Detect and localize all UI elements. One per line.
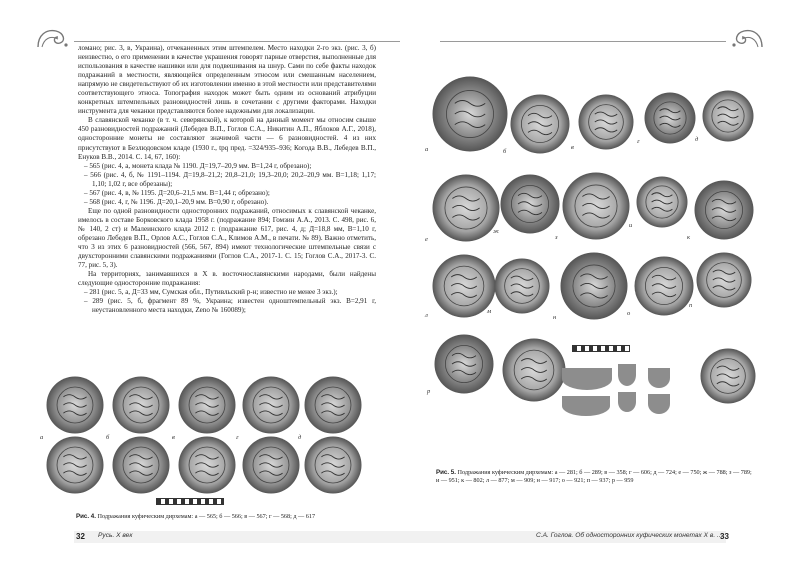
caption-label: Рис. 4. bbox=[76, 513, 96, 520]
coin-fragment-image bbox=[562, 396, 610, 416]
coin-fragment-image bbox=[648, 394, 670, 414]
coin-label: г bbox=[637, 138, 640, 145]
coin-label: д bbox=[695, 136, 699, 143]
running-head: С.А. Гоглов. Об односторонних куфических монетах X в. ... bbox=[536, 532, 723, 539]
list-item: – 566 (рис. 4, б, № 1191–1194. Д=19,8–21,2; 20,8–21,0; 19,3–20,0; 20,2–20,9 мм. В=1,18; 1,17; 1,10; 1,02 г, все обрезаны); bbox=[84, 170, 376, 188]
right-page bbox=[400, 0, 800, 579]
page-number: 33 bbox=[720, 532, 729, 541]
scale-bar bbox=[572, 345, 630, 352]
coin-image bbox=[562, 172, 633, 240]
coin-image bbox=[694, 180, 754, 240]
coin-fragment-image bbox=[618, 364, 636, 386]
coin-image bbox=[432, 76, 508, 152]
figure-4-caption bbox=[76, 513, 376, 521]
coin-label: и bbox=[629, 222, 633, 229]
paragraph: В славянской чеканке (в т. ч. северянской), к которой на данный момент мы относим свыше 450 разновидностей подражаний (Лебедев В.П., Гоглов С.А., Никитин А.П., Яблоков А.Г., 2018), односторонние монеты не составляют значимой части — 6 разновидностей. 4 из них присутствуют в Безлюдовском кладе (1930 г., tpq пред. =324/935–936; Когода В.В., Лебедев В.П., Енуков В.В., 2014. С. 14, 67, 160): bbox=[78, 116, 376, 161]
coin-label: ж bbox=[493, 228, 500, 235]
coin-label: в bbox=[172, 434, 175, 441]
coin-image bbox=[578, 94, 634, 150]
coin-fragment-image bbox=[562, 368, 612, 390]
coin-image bbox=[634, 256, 694, 316]
list-item: – 281 (рис. 5, а, Д=33 мм, Сумская обл., Путивльский р-н; известно не менее 3 экз.); bbox=[84, 288, 338, 297]
list-item: – 289 (рис. 5, б, фрагмент 89 %, Украина; известен одноштемпельный экз. В=2,91 г, неустановленного места находки, Zeno № 160089); bbox=[84, 297, 376, 315]
coin-label: о bbox=[627, 310, 631, 317]
list-item: – 565 (рис. 4, а, монета клада № 1190. Д=19,7–20,9 мм. В=1,24 г, обрезано); bbox=[84, 161, 312, 170]
coin-image bbox=[242, 376, 300, 434]
coin-label: г bbox=[236, 434, 239, 441]
coin-image bbox=[304, 376, 362, 434]
running-head: Русь. X век bbox=[98, 532, 133, 539]
left-body-text bbox=[78, 44, 376, 315]
coin-image bbox=[434, 334, 494, 394]
figure-5-coins bbox=[425, 76, 762, 451]
list-item: – 567 (рис. 4, в, № 1195. Д=20,6–21,5 мм. В=1,44 г, обрезано); bbox=[84, 188, 270, 197]
caption-label: Рис. 5. bbox=[436, 469, 456, 476]
coin-label: л bbox=[425, 312, 428, 319]
list-item: – 568 (рис. 4, г, № 1196. Д=20,1–20,9 мм. В=0,90 г, обрезано). bbox=[84, 197, 269, 206]
figure-5-caption bbox=[436, 469, 756, 485]
coin-image bbox=[700, 348, 756, 404]
coin-image bbox=[696, 252, 752, 308]
coin-image bbox=[500, 174, 560, 234]
coin-image bbox=[502, 338, 566, 402]
coin-image bbox=[46, 436, 104, 494]
coin-image bbox=[636, 176, 688, 228]
coin-fragment-image bbox=[618, 392, 636, 412]
coin-label: а bbox=[425, 146, 429, 153]
coin-label: д bbox=[298, 434, 302, 441]
coin-label: п bbox=[689, 302, 693, 309]
coin-image bbox=[112, 436, 170, 494]
scale-bar bbox=[156, 498, 224, 505]
coin-image bbox=[304, 436, 362, 494]
coin-image bbox=[510, 94, 570, 154]
coin-label: м bbox=[487, 308, 492, 315]
coin-label: в bbox=[571, 144, 574, 151]
coin-label: р bbox=[427, 388, 431, 395]
paragraph: Еще по одной разновидности односторонних подражаний, относимых к славянской чеканке, имелось в составе Борковского клада 1958 г. (подражание 894; Гомзин А.А., 2013. С. 498, рис. 6, № 140, 2 ст) и Малеинского клада 2012 г. (подражание 617, рис. 4, д; Д=18,8 мм, В=1,10 г, обрезано Лебедев В.П., Орлов А.С., Гоглов С.А., Климов А.М., в печати. № 89). Важно отметить, что 3 из этих 6 разновидностей (566, 567, 894) имеют технологические штемпельные связи с двухсторонними славянскими подражаниями (Гоглов С.А., 2017-1. С. 15; Гоглов С.А., 2017-3. С. 77, рис. 5, 3). bbox=[78, 206, 376, 270]
caption-text: Подражания куфическим дирхемам: а — 565; б — 566; в — 567; г — 568; д — 617 bbox=[97, 513, 316, 520]
figure-4-coins bbox=[36, 376, 366, 498]
coin-image bbox=[112, 376, 170, 434]
coin-fragment-image bbox=[648, 368, 670, 388]
coin-label: з bbox=[555, 234, 558, 241]
coin-label: к bbox=[687, 234, 691, 241]
caption-text: Подражания куфическим дирхемам: а — 281; б — 289; в — 358; г — 606; д — 724; е — 750; ж — 788; з — 789; и — 951; к — 802; л — 877; м — 909; н — 917; о — 921; п — 937; р — 959 bbox=[436, 469, 752, 484]
coin-image bbox=[644, 92, 699, 144]
coin-image bbox=[560, 252, 631, 320]
coin-label: н bbox=[553, 314, 557, 321]
coin-image bbox=[702, 90, 754, 142]
coin-image bbox=[494, 258, 550, 314]
coin-label: б bbox=[106, 434, 110, 441]
coin-image bbox=[178, 376, 236, 434]
paragraph: ломано; рис. 3, в, Украина), отчеканенных этим штемпелем. Место находки 2-го экз. (рис. 3, б) неизвестно, о его применении в качестве украшения говорят парные отверстия, выполненные для использования в качестве нашивки или для подвешивания на шнур. Сами по себе факты находок подражаний в местности, являющейся определенным этносом или смешанным населением, напрямую не свидетельствуют об их изготовлении именно в этой местности или представителями соответствующего этноса. Топография находок может быть одним из оснований атрибуции конкретных штемпельных разновидностей лишь в сочетании с другими факторами. Находки инструмента для чеканки представляются более надежными для локализации. bbox=[78, 44, 376, 116]
coin-image bbox=[178, 436, 236, 494]
coin-label: е bbox=[425, 236, 428, 243]
coin-image bbox=[432, 174, 500, 242]
coin-image bbox=[242, 436, 300, 494]
page-number: 32 bbox=[76, 532, 85, 541]
coin-label: а bbox=[40, 434, 44, 441]
coin-image bbox=[46, 376, 104, 434]
paragraph: На территориях, занимавшихся в X в. восточнославянскими народами, были найдены следующие односторонние подражания: bbox=[78, 270, 376, 288]
coin-label: б bbox=[503, 148, 507, 155]
